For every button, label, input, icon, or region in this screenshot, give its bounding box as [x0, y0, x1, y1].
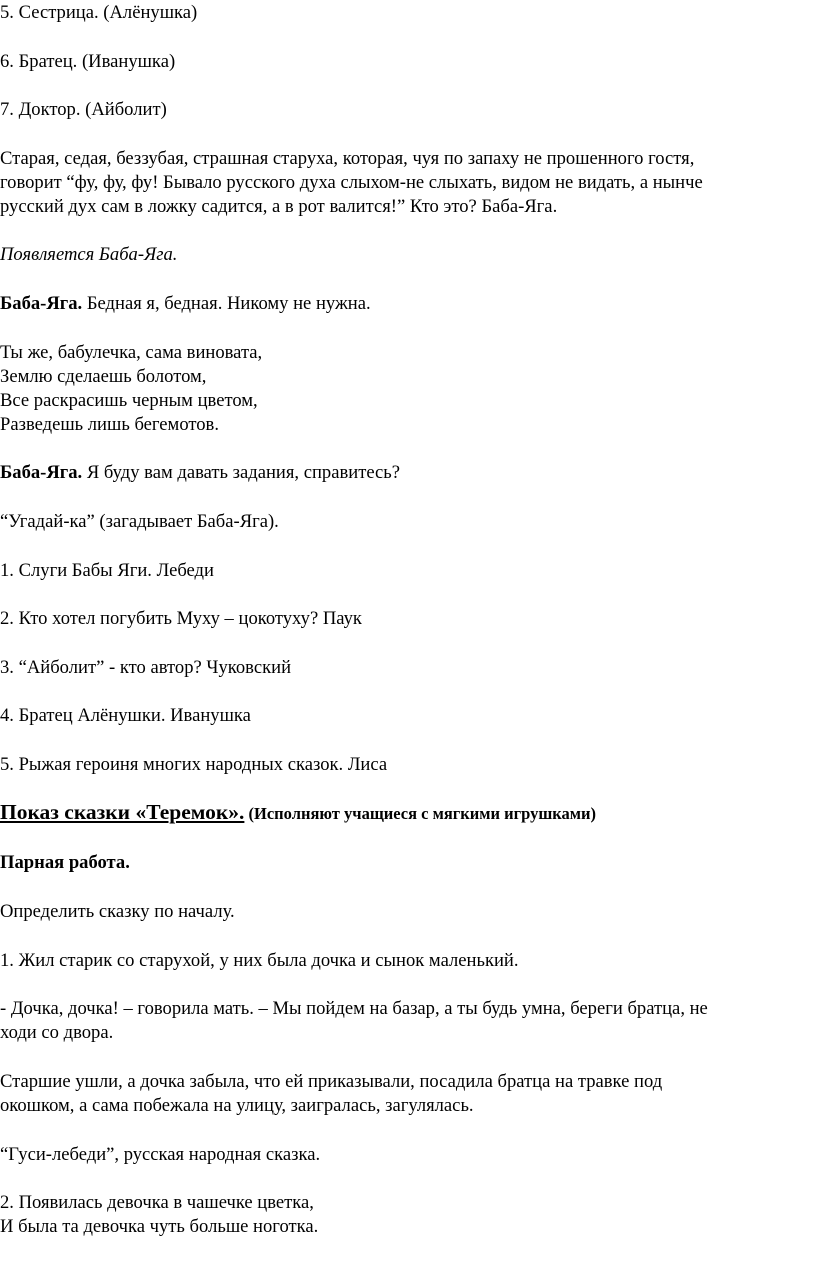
story1-line-3: ходи со двора. [0, 1022, 114, 1043]
stage-direction: Появляется Баба-Яга. [0, 244, 178, 265]
story2-line-1: 2. Появилась девочка в чашечке цветка, [0, 1192, 314, 1213]
story1-answer: “Гуси-лебеди”, русская народная сказка. [0, 1144, 321, 1165]
riddle-line-1: Старая, седая, беззубая, страшная старуха, которая, чуя по запаху не прошенного гостя, [0, 148, 695, 169]
speech-text: Я буду вам давать задания, справитесь? [82, 462, 401, 483]
baba-yaga-line-2 [0, 461, 400, 485]
section-note: (Исполняют учащиеся с мягкими игрушками) [244, 804, 597, 823]
speech-text: Бедная я, бедная. Никому не нужна. [82, 293, 371, 314]
story2-line-2: И была та девочка чуть больше ноготка. [0, 1216, 319, 1237]
quiz-item-2: 2. Кто хотел погубить Муху – цокотуху? Паук [0, 608, 362, 629]
riddle-line-3: русский дух сам в ложку садится, а в рот валится!” Кто это? Баба-Яга. [0, 196, 558, 217]
speaker-name: Баба-Яга. [0, 293, 83, 314]
story1-line-1: 1. Жил старик со старухой, у них была дочка и сынок маленький. [0, 950, 519, 971]
role-item-doctor: 7. Доктор. (Айболит) [0, 99, 167, 120]
section-title: Показ сказки «Теремок». [0, 800, 245, 824]
quiz-item-5: 5. Рыжая героиня многих народных сказок. Лиса [0, 754, 388, 775]
role-item-brother: 6. Братец. (Иванушка) [0, 51, 176, 72]
story1-line-5: окошком, а сама побежала на улицу, заигралась, загулялась. [0, 1095, 474, 1116]
quiz-item-4: 4. Братец Алёнушки. Иванушка [0, 705, 251, 726]
guess-intro: “Угадай-ка” (загадывает Баба-Яга). [0, 511, 279, 532]
riddle-line-2: говорит “фу, фу, фу! Бывало русского духа слыхом-не слыхать, видом не видать, а нынче [0, 172, 703, 193]
poem-line-2: Землю сделаешь болотом, [0, 366, 207, 387]
poem-line-1: Ты же, бабулечка, сама виновата, [0, 342, 263, 363]
story1-line-2: - Дочка, дочка! – говорила мать. – Мы пойдем на базар, а ты будь умна, береги братца, не [0, 998, 708, 1019]
role-item-sister: 5. Сестрица. (Алёнушка) [0, 2, 198, 23]
task-text: Определить сказку по началу. [0, 901, 235, 922]
baba-yaga-line-1 [0, 292, 371, 316]
quiz-item-1: 1. Слуги Бабы Яги. Лебеди [0, 560, 214, 581]
poem-line-3: Все раскрасишь черным цветом, [0, 390, 258, 411]
poem-line-4: Разведешь лишь бегемотов. [0, 414, 219, 435]
pair-work-heading: Парная работа. [0, 852, 130, 873]
speaker-name: Баба-Яга. [0, 462, 83, 483]
story1-line-4: Старшие ушли, а дочка забыла, что ей приказывали, посадила братца на травке под [0, 1071, 663, 1092]
section-heading [0, 800, 596, 826]
quiz-item-3: 3. “Айболит” - кто автор? Чуковский [0, 657, 292, 678]
